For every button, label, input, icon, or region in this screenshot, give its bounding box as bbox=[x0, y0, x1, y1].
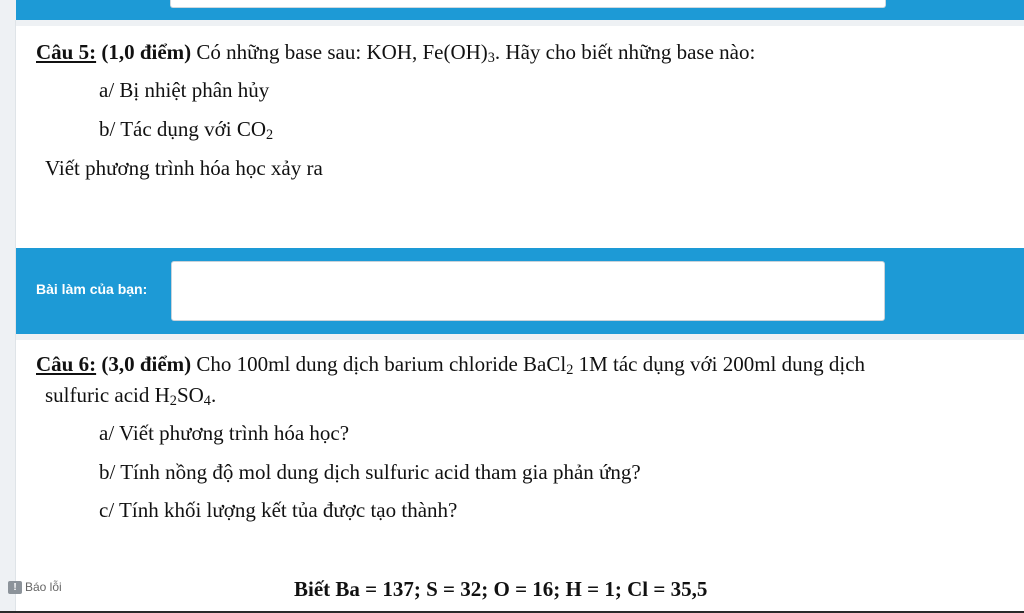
answer-section bbox=[16, 248, 1024, 334]
question-6-part-c: c/ Tính khối lượng kết tủa được tạo thành? bbox=[99, 498, 458, 522]
question-5-stem: Câu 5: (1,0 điểm) Có những base sau: KOH, $Fe(OH)_3$. Hãy cho biết những base nào: bbox=[36, 40, 756, 66]
previous-answer-input[interactable] bbox=[170, 0, 886, 8]
report-error-button[interactable] bbox=[8, 580, 62, 594]
answer-label: Bài làm của bạn: bbox=[36, 281, 148, 297]
question-6-points: (3,0 điểm) bbox=[101, 352, 192, 376]
question-6-stem: Câu 6: (3,0 điểm) Cho 100ml dung dịch barium chloride BaCl$_2$ 1M tác dụng với 200ml dung dịch bbox=[36, 352, 866, 378]
question-6-number: Câu 6: bbox=[36, 352, 97, 376]
question-5-points: (1,0 điểm) bbox=[101, 40, 192, 64]
question-6-stem-line-2: sulfuric acid $H_2SO_4$. bbox=[45, 383, 217, 409]
report-error-label: Báo lỗi bbox=[25, 580, 62, 594]
question-5-number: Câu 5: bbox=[36, 40, 97, 64]
answer-input[interactable] bbox=[171, 261, 885, 321]
question-6-part-b: b/ Tính nồng độ mol dung dịch sulfuric acid tham gia phản ứng? bbox=[99, 460, 641, 484]
question-5-part-b: b/ Tác dụng với $CO_2$ bbox=[99, 117, 274, 143]
question-5-part-a: a/ Bị nhiệt phân hủy bbox=[99, 78, 270, 102]
question-5-instruction: Viết phương trình hóa học xảy ra bbox=[45, 156, 323, 180]
question-6-part-a: a/ Viết phương trình hóa học? bbox=[99, 421, 350, 445]
given-atomic-masses: Biết Ba = 137; S = 32; O = 16; H = 1; Cl = 35,5 bbox=[294, 577, 708, 601]
alert-icon: ! bbox=[8, 581, 22, 594]
